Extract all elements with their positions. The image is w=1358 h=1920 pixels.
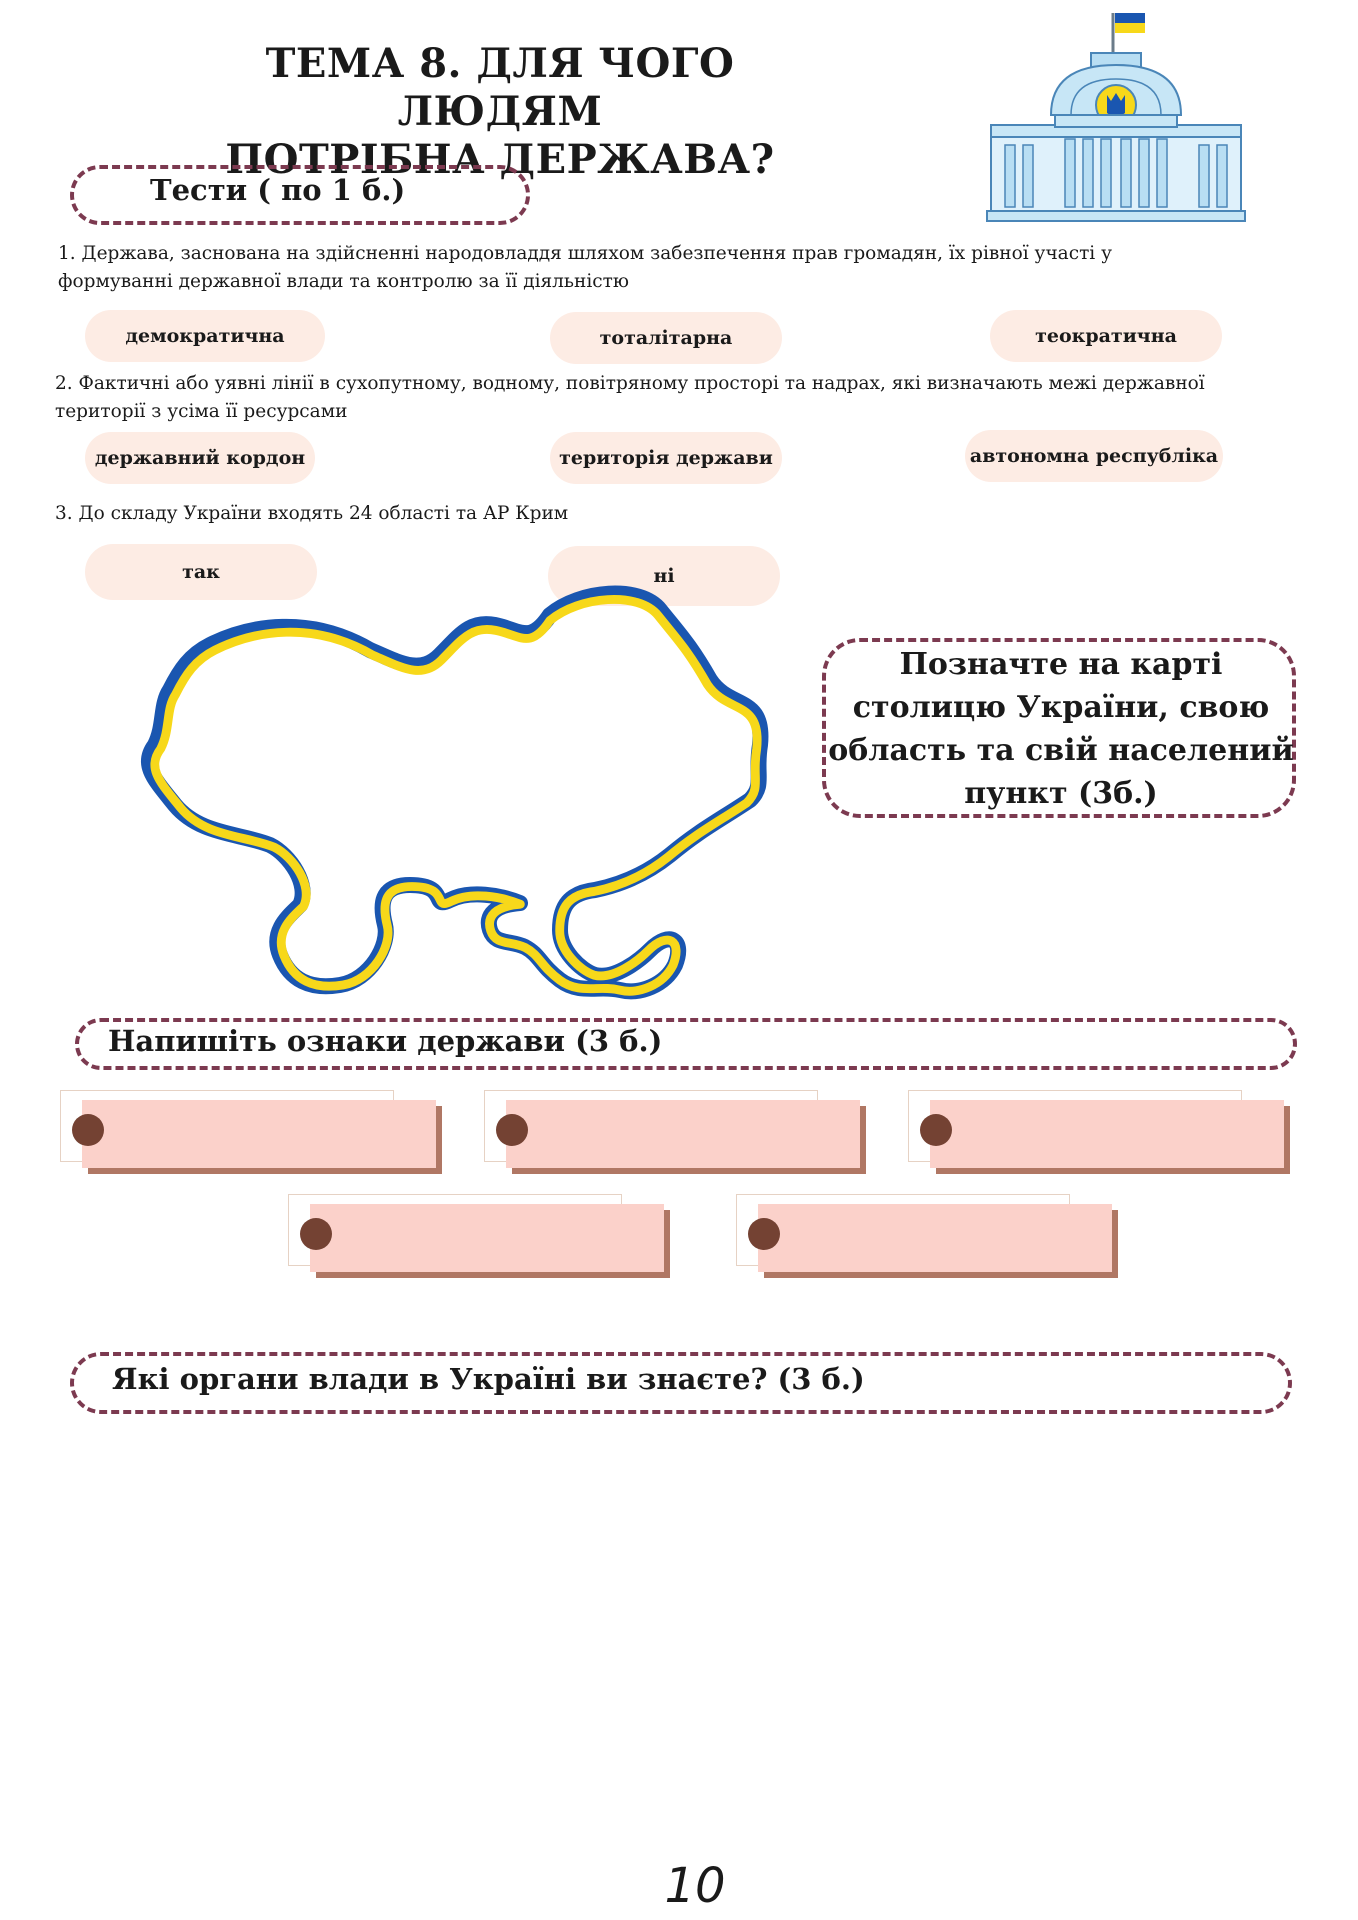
question-1: 1. Держава, заснована на здійсненні народовладдя шляхом забезпечення прав громадян, їх рівної участі у формуванні державної влади та контролю за її діяльністю (58, 243, 1112, 292)
features-heading: Напишіть ознаки держави (3 б.) (108, 1024, 663, 1058)
authorities-heading: Які органи влади в Україні ви знаєте? (3 б.) (112, 1362, 865, 1396)
question-2: 2. Фактичні або уявні лінії в сухопутному, водному, повітряному просторі та надрах, які визначають межі державної території з усіма її ресурсами (55, 373, 1205, 422)
page-title-line1: ТЕМА 8. ДЛЯ ЧОГО ЛЮДЯМ (265, 40, 735, 135)
feature-answer-card-4[interactable] (288, 1194, 670, 1278)
bullet-dot (72, 1114, 104, 1146)
feature-answer-card-1[interactable] (60, 1090, 442, 1174)
q3-option-no[interactable]: ні (548, 546, 780, 606)
page-number: 10 (664, 1858, 726, 1914)
tests-heading: Тести ( по 1 б.) (150, 173, 406, 207)
parliament-building-icon (985, 5, 1247, 225)
question-3: 3. До складу України входять 24 області та АР Крим (55, 503, 569, 524)
page-title (160, 40, 840, 184)
feature-answer-card-5[interactable] (736, 1194, 1118, 1278)
q1-option-democratic[interactable]: демократична (85, 310, 325, 362)
feature-answer-field[interactable] (82, 1100, 436, 1168)
feature-answer-field[interactable] (506, 1100, 860, 1168)
q1-option-totalitarian[interactable]: тоталітарна (550, 312, 782, 364)
bullet-dot (496, 1114, 528, 1146)
map-task-text: Позначте на карті столицю України, свою область та свій населений пункт (3б.) (828, 647, 1294, 811)
feature-answer-card-3[interactable] (908, 1090, 1290, 1174)
q2-option-state-territory[interactable]: територія держави (550, 432, 782, 484)
bullet-dot (920, 1114, 952, 1146)
bullet-dot (748, 1218, 780, 1250)
feature-answer-card-2[interactable] (484, 1090, 866, 1174)
q2-option-autonomous-republic[interactable]: автономна республіка (965, 430, 1223, 482)
feature-answer-field[interactable] (758, 1204, 1112, 1272)
feature-answer-field[interactable] (930, 1100, 1284, 1168)
bullet-dot (300, 1218, 332, 1250)
q3-option-yes[interactable]: так (85, 544, 317, 600)
ukraine-map-outline[interactable] (140, 585, 790, 1015)
page-title-line2: ПОТРІБНА ДЕРЖАВА? (225, 136, 775, 183)
feature-answer-field[interactable] (310, 1204, 664, 1272)
q1-option-theocratic[interactable]: теократична (990, 310, 1222, 362)
q2-option-state-border[interactable]: державний кордон (85, 432, 315, 484)
